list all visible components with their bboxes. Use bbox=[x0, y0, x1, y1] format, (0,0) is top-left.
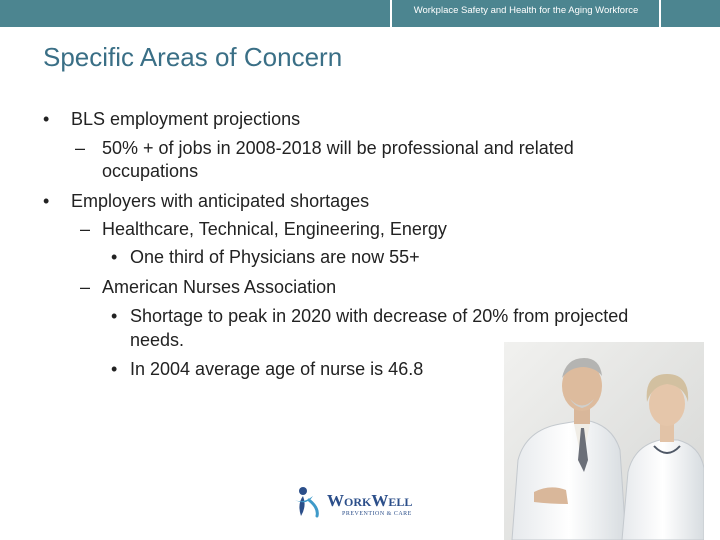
bullet-marker: – bbox=[75, 138, 86, 158]
bullet-text-continuation: occupations bbox=[102, 161, 199, 181]
bullet-marker: • bbox=[43, 109, 50, 129]
slide-title: Specific Areas of Concern bbox=[43, 42, 343, 72]
bullet-text-continuation: needs. bbox=[130, 330, 185, 350]
bullet-text: 50% + of jobs in 2008-2018 will be professional and related bbox=[102, 138, 574, 158]
bullet-text: In 2004 average age of nurse is 46.8 bbox=[130, 359, 424, 379]
workwell-logo bbox=[293, 486, 423, 518]
svg-text:WORKWELL: WORKWELL bbox=[327, 491, 413, 510]
svg-text:PREVENTION & CARE: PREVENTION & CARE bbox=[342, 511, 412, 517]
bullet-text: Employers with anticipated shortages bbox=[71, 191, 370, 211]
bullet-text: Shortage to peak in 2020 with decrease of 20% from projected bbox=[130, 306, 629, 326]
header-divider-right bbox=[659, 0, 661, 27]
bullet-marker: • bbox=[43, 191, 50, 211]
bullet-marker: • bbox=[111, 306, 118, 326]
header-bar bbox=[0, 0, 720, 27]
bullet-text: BLS employment projections bbox=[71, 109, 301, 129]
bullet-text: One third of Physicians are now 55+ bbox=[130, 247, 420, 267]
doctors-photo bbox=[504, 342, 704, 540]
bullet-marker: • bbox=[111, 247, 118, 267]
bullet-text: Healthcare, Technical, Engineering, Energy bbox=[102, 219, 447, 239]
header-divider-left bbox=[390, 0, 392, 27]
bullet-marker: – bbox=[80, 219, 91, 239]
bullet-text: American Nurses Association bbox=[102, 277, 337, 297]
bullet-marker: – bbox=[80, 277, 91, 297]
header-title: Workplace Safety and Health for the Aging Workforce bbox=[413, 5, 639, 16]
bullet-marker: • bbox=[111, 359, 118, 379]
